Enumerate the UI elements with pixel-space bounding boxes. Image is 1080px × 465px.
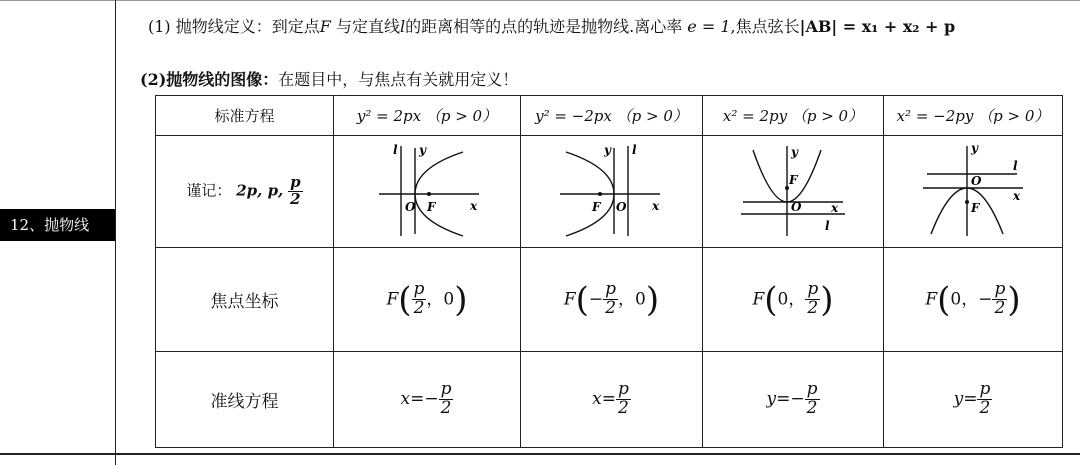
equation-1: y² = 2px （p > 0） bbox=[334, 96, 521, 136]
focus-dot bbox=[427, 192, 431, 196]
directrix-4: y= $\frac{p}{2}$ bbox=[884, 352, 1063, 448]
image-heading-rest: 在题目中，与焦点有关就用定义！ bbox=[278, 70, 519, 89]
parabola-graph-4 bbox=[913, 138, 1033, 242]
label-l: l bbox=[1013, 158, 1018, 173]
parabola-graph-1 bbox=[367, 138, 487, 242]
label-F: F bbox=[789, 172, 798, 187]
label-x: x bbox=[470, 198, 478, 213]
label-y: y bbox=[419, 142, 426, 157]
label-y: y bbox=[791, 144, 798, 159]
focus-3: F(0， $\frac{p}{2}$ ) bbox=[703, 248, 884, 352]
label-O: O bbox=[405, 199, 416, 214]
definition-mid2: 的距离相等的点的轨迹是抛物线.离心率 bbox=[405, 17, 683, 36]
focus-1: F( $\frac{p}{2}$ ，0) bbox=[334, 248, 521, 352]
focus-2: F(− $\frac{p}{2}$ ，0) bbox=[521, 248, 703, 352]
directrix-1: x=− $\frac{p}{2}$ bbox=[334, 352, 521, 448]
equation-row bbox=[156, 96, 1063, 136]
image-heading bbox=[140, 67, 518, 90]
label-x: x bbox=[831, 200, 839, 215]
label-O: O bbox=[971, 173, 982, 188]
definition-line bbox=[148, 14, 955, 37]
directrix-2: x= $\frac{p}{2}$ bbox=[521, 352, 703, 448]
label-x: x bbox=[651, 198, 659, 213]
label-l: l bbox=[631, 142, 637, 157]
label-x: x bbox=[1013, 188, 1021, 203]
label-l: l bbox=[393, 142, 398, 157]
focus-point-symbol: F bbox=[319, 17, 331, 36]
focus-dot bbox=[965, 200, 969, 204]
image-heading-bold: (2)抛物线的图像： bbox=[140, 70, 279, 89]
row-header-memo bbox=[156, 136, 334, 248]
label-F: F bbox=[591, 199, 601, 214]
top-rule bbox=[0, 0, 1080, 1]
graph-row bbox=[156, 136, 1063, 248]
bottom-rule bbox=[0, 453, 1080, 455]
label-y: y bbox=[603, 142, 611, 157]
definition-prefix: (1) 抛物线定义：到定点 bbox=[148, 17, 320, 36]
equation-4: x² = −2py （p > 0） bbox=[884, 96, 1063, 136]
directrix-3: y=− $\frac{p}{2}$ bbox=[703, 352, 884, 448]
section-label: 12、抛物线 bbox=[0, 209, 115, 241]
focus-4: F(0，− $\frac{p}{2}$ ) bbox=[884, 248, 1063, 352]
label-F: F bbox=[971, 200, 980, 215]
graph-opens-left bbox=[521, 136, 703, 248]
graph-opens-right bbox=[334, 136, 521, 248]
focus-dot bbox=[598, 192, 602, 196]
parabola-graph-3 bbox=[733, 138, 853, 242]
label-F: F bbox=[427, 199, 436, 214]
line-symbol: l bbox=[399, 17, 406, 36]
left-column bbox=[0, 0, 116, 465]
graph-opens-up bbox=[703, 136, 884, 248]
definition-mid1: 与定直线 bbox=[335, 17, 400, 36]
parabola-graph-2 bbox=[552, 138, 672, 242]
focus-row bbox=[156, 248, 1063, 352]
row-header-directrix: 准线方程 bbox=[156, 352, 334, 448]
label-O: O bbox=[615, 199, 626, 214]
label-O: O bbox=[791, 199, 802, 214]
graph-opens-down bbox=[884, 136, 1063, 248]
focal-chord-formula: |AB| = x₁ + x₂ + p bbox=[799, 17, 956, 36]
eccentricity: e = 1 bbox=[687, 17, 731, 36]
directrix-row bbox=[156, 352, 1063, 448]
equation-3: x² = 2py （p > 0） bbox=[703, 96, 884, 136]
row-header-focus: 焦点坐标 bbox=[156, 248, 334, 352]
definition-mid3: ,焦点弦长 bbox=[730, 17, 800, 36]
memo-label: 谨记： bbox=[186, 181, 232, 200]
equation-2: y² = −2px （p > 0） bbox=[521, 96, 703, 136]
memo-values: 2p, p, bbox=[236, 181, 284, 200]
memo-fraction: $\frac{p}{2}$ bbox=[290, 173, 301, 208]
label-l: l bbox=[825, 218, 830, 233]
parabola-table bbox=[155, 95, 1063, 448]
label-y: y bbox=[971, 140, 978, 155]
row-header-standard: 标准方程 bbox=[156, 96, 334, 136]
